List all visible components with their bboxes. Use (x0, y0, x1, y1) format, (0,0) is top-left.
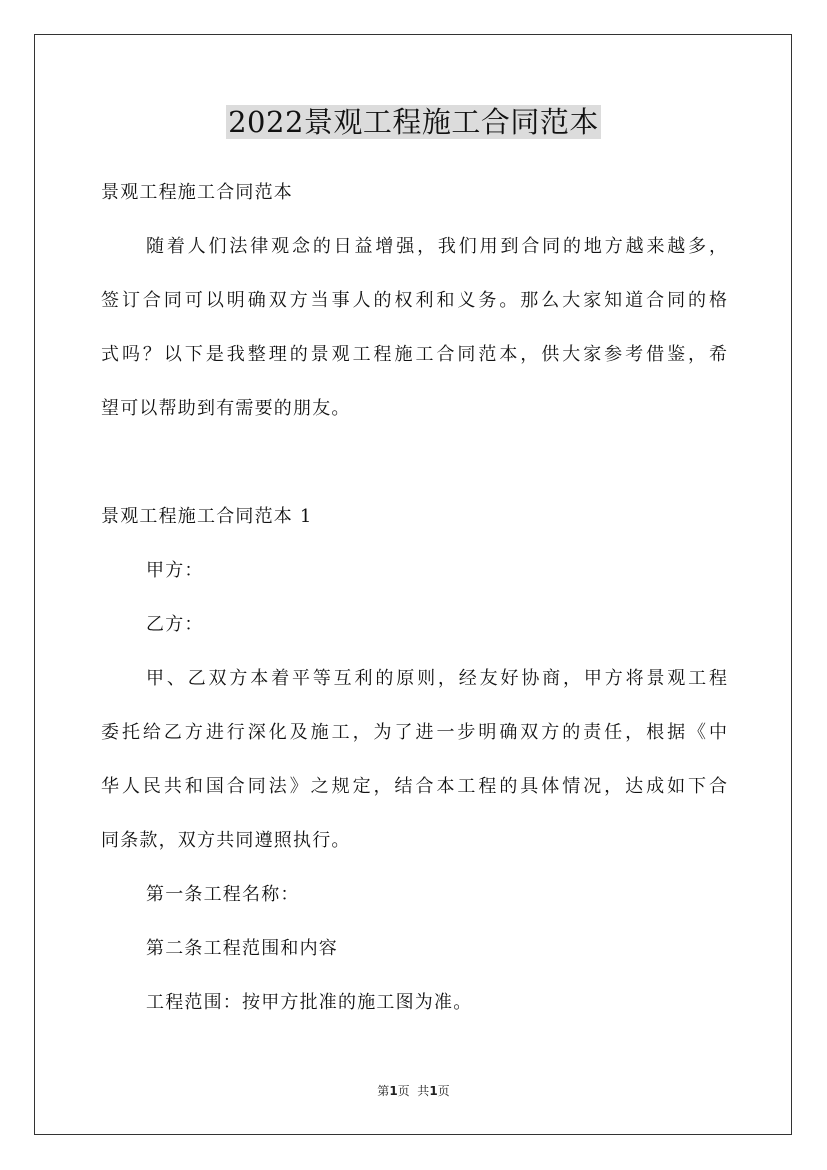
clause-line-3: 华人民共和国合同法》之规定，结合本工程的具体情况，达成如下合 (101, 776, 727, 797)
paragraph-gap (101, 436, 727, 490)
intro-line-4: 望可以帮助到有需要的朋友。 (101, 398, 351, 419)
article-1: 第一条工程名称： (146, 884, 300, 905)
clause-line-4: 同条款，双方共同遵照执行。 (101, 830, 351, 851)
footer-total-pages: 1 (429, 1084, 438, 1098)
intro-line-3: 式吗？以下是我整理的景观工程施工合同范本，供大家参考借鉴，希 (101, 344, 727, 365)
article-2: 第二条工程范围和内容 (146, 938, 338, 959)
footer-prefix: 第 (377, 1084, 390, 1098)
document-subtitle: 景观工程施工合同范本 (101, 182, 293, 203)
scope-line: 工程范围：按甲方批准的施工图为准。 (146, 992, 473, 1013)
intro-line-2: 签订合同可以明确双方当事人的权利和义务。那么大家知道合同的格 (101, 290, 727, 311)
section-heading: 景观工程施工合同范本 1 (101, 506, 313, 527)
page-footer (0, 1082, 827, 1100)
document-title-text: 2022景观工程施工合同范本 (228, 105, 599, 139)
party-b-label: 乙方： (146, 614, 204, 635)
footer-page-number: 1 (389, 1084, 398, 1098)
footer-suffix: 页 (437, 1084, 450, 1098)
document-body (101, 166, 727, 1030)
intro-line-1: 随着人们法律观念的日益增强，我们用到合同的地方越来越多， (146, 236, 727, 257)
clause-line-2: 委托给乙方进行深化及施工，为了进一步明确双方的责任，根据《中 (101, 722, 727, 743)
footer-mid: 页 共 (397, 1084, 430, 1098)
clause-line-1: 甲、乙双方本着平等互利的原则，经友好协商，甲方将景观工程 (146, 668, 727, 689)
document-title (0, 100, 827, 144)
party-a-label: 甲方： (146, 560, 204, 581)
